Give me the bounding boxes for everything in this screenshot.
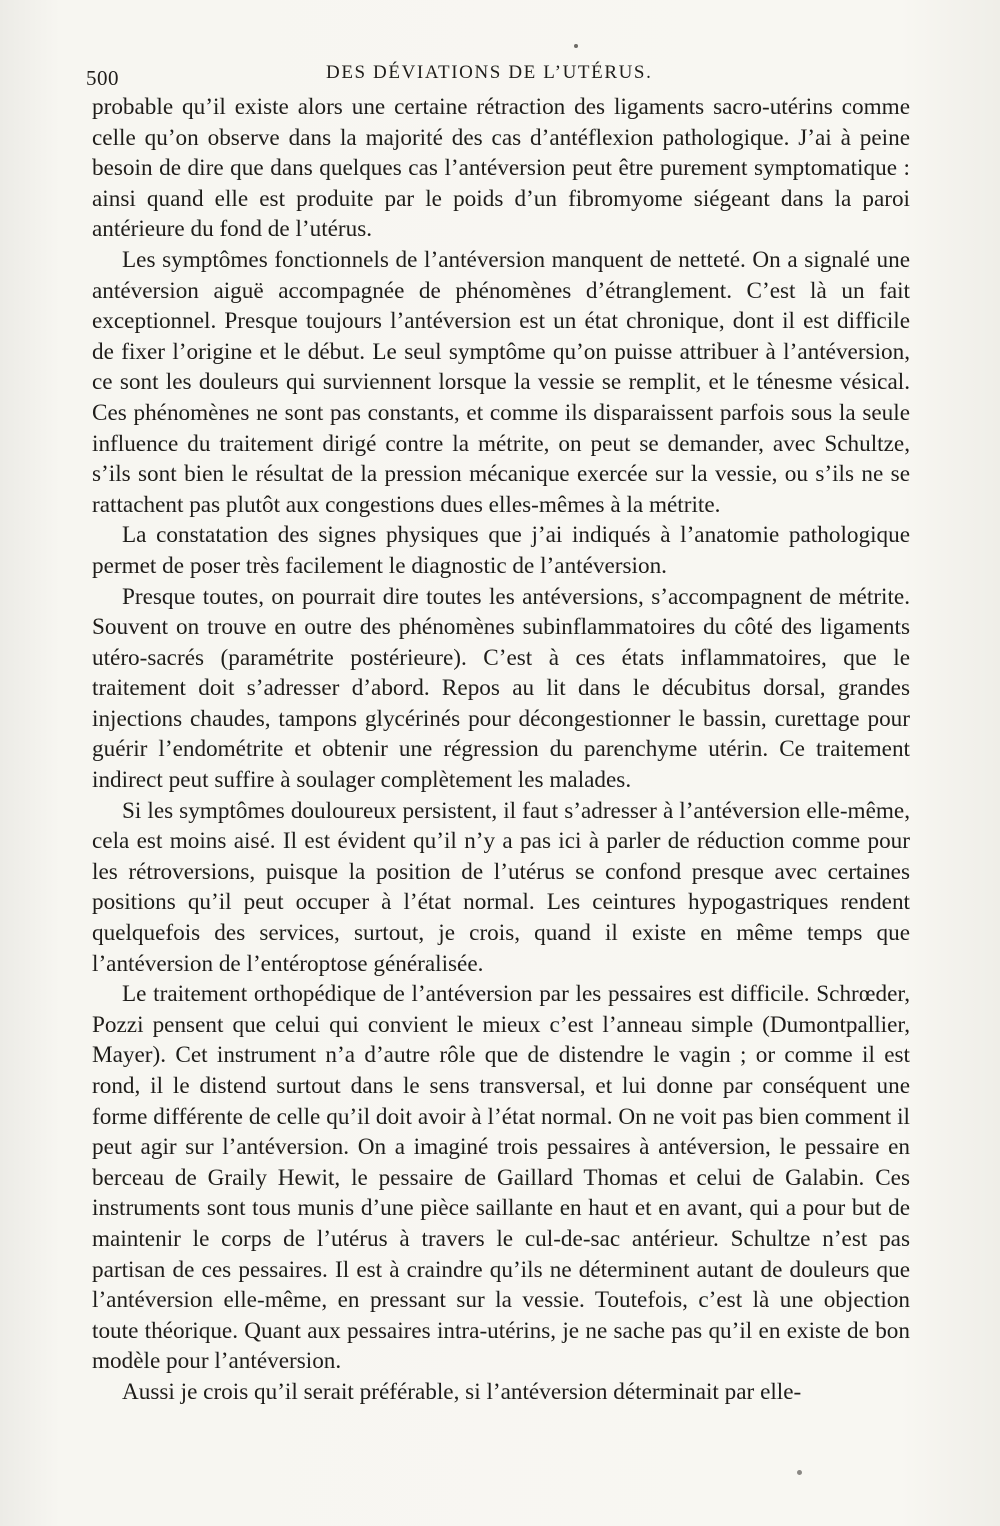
paragraph-persistent-symptoms: Si les symptômes douloureux persistent, il faut s’adresser à l’antéversion elle-même, cela est moins aisé. Il est évident qu’il n’y a pas ici à parler de réduction comme pour les rétroversions, puisque la position de l’utérus se confond presque avec certaines positions qu’il peut occuper à l’état normal. Les ceintures hypogastriques rendent quelquefois des services, surtout, je crois, quand il existe en même temps que l’antéversion de l’entéroptose généralisée. [92,797,910,977]
paragraph-metritis-treatment: Presque toutes, on pourrait dire toutes les antéversions, s’accompagnent de métrite. Souvent on trouve en outre des phénomènes subinflammatoires du côté des ligaments utéro-sacrés (paramétrite postérieure). C’est à ces états inflammatoires, que le traitement doit s’adresser d’abord. Repos au lit dans le décubitus dorsal, grandes injections chaudes, tampons glycérinés pour décongestionner le bassin, curettage pour guérir l’endométrite et obtenir une régression du parenchyme utérin. Ce traitement indirect peut suffire à soulager complètement les malades. [92,583,910,794]
paper-speck [574,44,578,48]
paragraph-diagnosis: La constatation des signes physiques que j’ai indiqués à l’anatomie pathologique permet de poser très facilement le diagnostic de l’antéversion. [92,522,910,579]
running-head: DES DÉVIATIONS DE L’UTÉRUS. [326,62,653,83]
page-number: 500 [86,66,119,90]
paragraph-final: Aussi je crois qu’il serait préférable, si l’antéversion déterminait par elle- [122,1378,802,1405]
paragraph-symptoms: Les symptômes fonctionnels de l’antéversion manquent de netteté. On a signalé une antéversion aiguë accompagnée de phénomènes d’étranglement. C’est là un fait exceptionnel. Presque toujours l’antéversion est un état chronique, dont il est difficile de fixer l’origine et le début. Le seul symptôme qu’on puisse attribuer à l’antéversion, ce sont les douleurs qui surviennent lorsque la vessie se remplit, et le ténesme vésical. Ces phénomènes ne sont pas constants, et comme ils disparaissent parfois sous la seule influence du traitement dirigé contre la métrite, on peut se demander, avec Schultze, s’ils sont bien le résultat de la pression mécanique exercée sur la vessie, ou s’ils ne se rattachent pas plutôt aux congestions dues elles-mêmes à la métrite. [92,246,910,518]
body-text [92,92,910,1408]
paper-speck [797,1470,802,1475]
paragraph-continuation: probable qu’il existe alors une certaine rétraction des ligaments sacro-utérins comme celle qu’on observe dans la majorité des cas d’antéflexion pathologique. J’ai à peine besoin de dire que dans quelques cas l’antéversion peut être purement symptomatique : ainsi quand elle est produite par le poids d’un fibromyome siégeant dans la paroi antérieure du fond de l’utérus. [92,94,910,243]
paragraph-pessaries: Le traitement orthopédique de l’antéversion par les pessaires est difficile. Schrœder, Pozzi pensent que celui qui convient le mieux c’est l’anneau simple (Dumontpallier, Mayer). Cet instrument n’a d’autre rôle que de distendre le vagin ; or comme il est rond, il le distend surtout dans le sens transversal, et lui donne par conséquent une forme différente de celle qu’il doit avoir à l’état normal. On ne voit pas bien comment il peut agir sur l’antéversion. On a imaginé trois pessaires à antéversion, le pessaire en berceau de Graily Hewit, le pessaire de Gaillard Thomas et celui de Galabin. Ces instruments sont tous munis d’une pièce saillante en haut et en avant, qui a pour but de maintenir le corps de l’utérus à travers le cul-de-sac antérieur. Schultze n’est pas partisan de ces pessaires. Il est à craindre qu’ils ne déterminent autant de douleurs que l’antéversion elle-même, en pressant sur la vessie. Toutefois, c’est là une objection toute théorique. Quant aux pessaires intra-utérins, je ne sache pas qu’il en existe de bon modèle pour l’antéversion. [92,981,910,1375]
page-header [86,62,916,92]
